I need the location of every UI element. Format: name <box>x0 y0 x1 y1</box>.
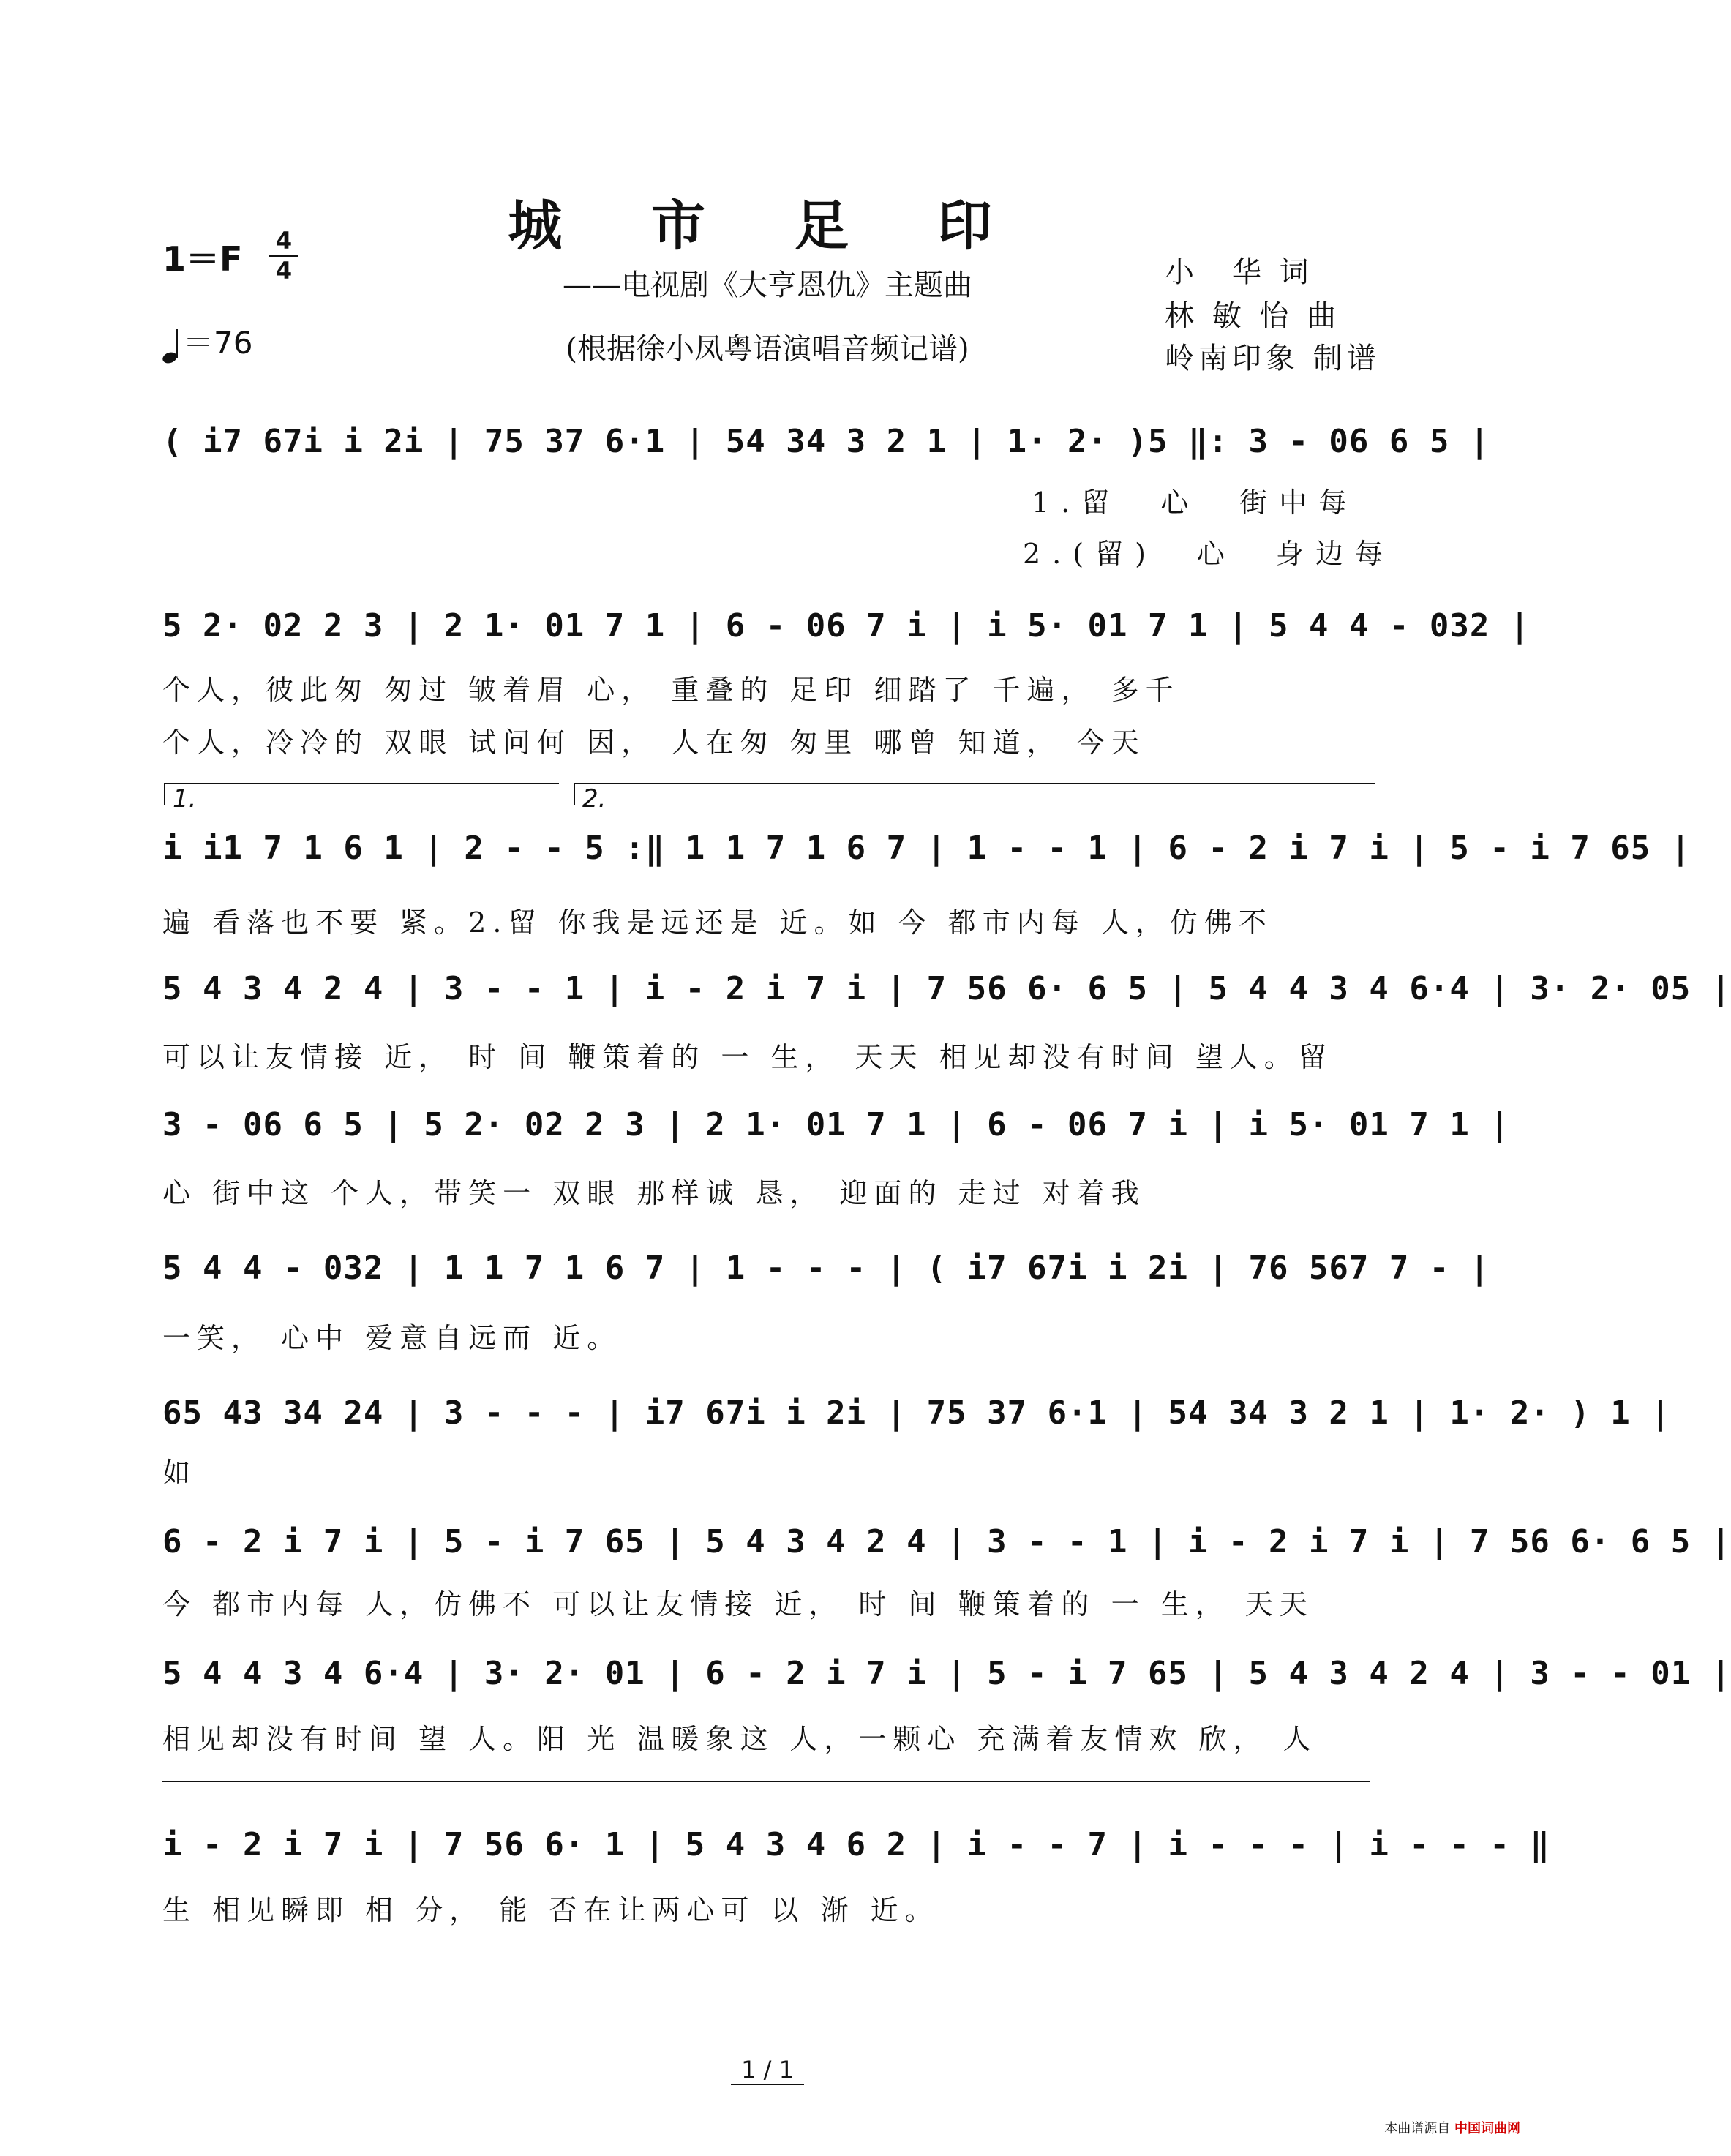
lyric-line-4: 可以让友情接 近， 时 间 鞭策着的 一 生， 天天 相见却没有时间 望人。留 <box>162 1041 1333 1073</box>
notation-line-1: ( i7 67i i 2i | 75 37 6·1 | 54 34 3 2 1 | 1· 2· )5 ‖: 3 - 06 6 5 | <box>162 423 1490 460</box>
notation-line-8: 6 - 2 i 7 i | 5 - i 7 65 | 5 4 3 4 2 4 | 3 - - 1 | i - 2 i 7 i | 7 56 6· 6 5 | <box>162 1523 1731 1560</box>
site-link[interactable]: 中国词曲网 <box>1454 2121 1520 2136</box>
notation-line-9: 5 4 4 3 4 6·4 | 3· 2· 01 | 6 - 2 i 7 i | 5 - i 7 65 | 5 4 3 4 2 4 | 3 - - 01 | <box>162 1655 1731 1692</box>
notation-line-4: 5 4 3 4 2 4 | 3 - - 1 | i - 2 i 7 i | 7 56 6· 6 5 | 5 4 4 3 4 6·4 | 3· 2· 05 | <box>162 970 1731 1007</box>
lyric-line-2a: 个人，彼此匆 匆过 皱着眉 心， 重叠的 足印 细踏了 千遍， 多千 <box>162 674 1180 706</box>
notation-line-2: 5 2· 02 2 3 | 2 1· 01 7 1 | 6 - 06 7 i | i 5· 01 7 1 | 5 4 4 - 032 | <box>162 607 1531 645</box>
tempo-value: ＝76 <box>183 325 253 361</box>
lyric-line-8: 今 都市内每 人，仿佛不 可以让友情接 近， 时 间 鞭策着的 一 生， 天天 <box>162 1588 1314 1620</box>
source-label: 本曲谱源自 <box>1384 2121 1451 2136</box>
lyric-line-10: 生 相见瞬即 相 分， 能 否在让两心可 以 渐 近。 <box>162 1894 939 1926</box>
footer-source <box>1384 2118 1520 2137</box>
lyric-line-3: 遍 看落也不要 紧。2.留 你我是远还是 近。如 今 都市内每 人，仿佛不 <box>162 906 1273 939</box>
lyric-line-5: 心 街中这 个人，带笑一 双眼 那样诚 恳， 迎面的 走过 对着我 <box>162 1177 1146 1209</box>
notation-line-10: i - 2 i 7 i | 7 56 6· 1 | 5 4 3 4 6 2 | i - - 7 | i - - - | i - - - ‖ <box>162 1826 1550 1863</box>
time-bottom: 4 <box>275 257 293 285</box>
composer: 林 敏 怡 曲 <box>1165 299 1341 333</box>
lyricist: 小 华 词 <box>1165 255 1313 289</box>
verse-label-2: 2.(留) 心 身边每 <box>1023 538 1394 570</box>
notation-line-3: i i1 7 1 6 1 | 2 - - 5 :‖ 1 1 7 1 6 7 | 1 - - 1 | 6 - 2 i 7 i | 5 - i 7 65 | <box>162 830 1691 867</box>
time-signature <box>269 228 298 283</box>
notation-line-5: 3 - 06 6 5 | 5 2· 02 2 3 | 2 1· 01 7 1 | 6 - 06 7 i | i 5· 01 7 1 | <box>162 1106 1510 1143</box>
lyric-line-6: 一笑， 心中 爱意自远而 近。 <box>162 1322 622 1354</box>
second-ending-bracket: 2. <box>574 783 1375 805</box>
quarter-note-icon <box>162 329 179 363</box>
song-title: 城 市 足 印 <box>508 195 1027 258</box>
page-number: 1 / 1 <box>0 2056 1535 2084</box>
lyric-line-2b: 个人，冷冷的 双眼 试问何 因， 人在匆 匆里 哪曾 知道， 今天 <box>162 726 1146 759</box>
time-top: 4 <box>275 227 293 255</box>
lyric-line-9: 相见却没有时间 望 人。阳 光 温暖象这 人，一颗心 充满着友情欢 欣， 人 <box>162 1723 1318 1755</box>
tempo-marking <box>162 319 252 363</box>
lyric-line-7: 如 <box>162 1457 198 1489</box>
arranger: 岭南印象 制谱 <box>1165 342 1381 375</box>
key-signature: 1＝F <box>162 239 243 279</box>
notation-line-6: 5 4 4 - 032 | 1 1 7 1 6 7 | 1 - - - | ( i7 67i i 2i | 76 567 7 - | <box>162 1250 1490 1287</box>
subtitle: ——电视剧《大亨恩仇》主题曲 <box>563 268 972 302</box>
coda-rule <box>162 1781 1370 1782</box>
first-ending-bracket: 1. <box>164 783 559 805</box>
notation-line-7: 65 43 34 24 | 3 - - - | i7 67i i 2i | 75 37 6·1 | 54 34 3 2 1 | 1· 2· ) 1 | <box>162 1394 1671 1432</box>
transcription-note: (根据徐小凤粤语演唱音频记谱) <box>566 332 969 366</box>
verse-label-1: 1.留 心 街中每 <box>1032 487 1359 519</box>
